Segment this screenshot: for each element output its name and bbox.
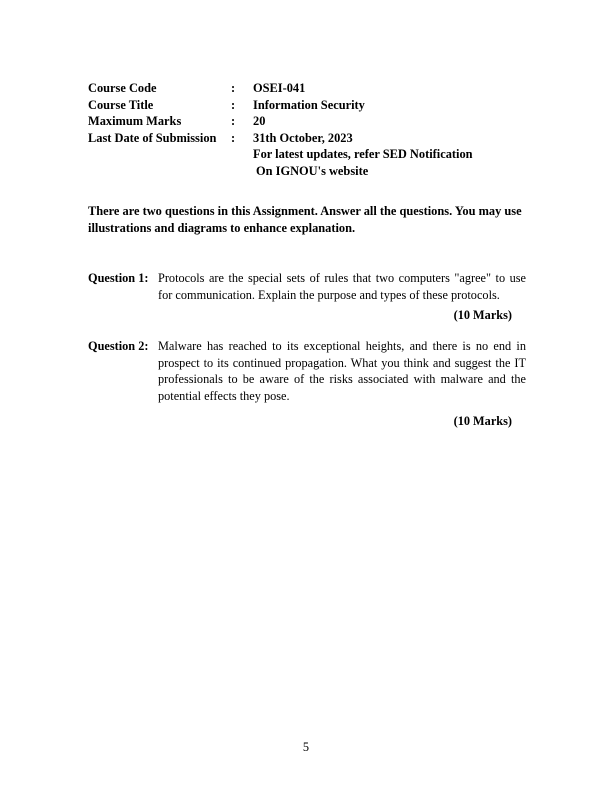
meta-row-maximum-marks — [88, 113, 528, 130]
meta-colon-course-title: : — [231, 97, 236, 112]
meta-colon-course-code: : — [231, 81, 236, 95]
meta-label-maximum-marks: Maximum Marks — [88, 114, 182, 128]
question-1-label: Question 1: — [88, 271, 149, 285]
meta-label-last-date: Last Date of Submission — [88, 130, 217, 145]
meta-value-course-title: Information Security — [253, 97, 365, 112]
meta-row-last-date — [88, 130, 528, 147]
question-1-marks: (10 Marks) — [453, 308, 512, 322]
question-2-marks: (10 Marks) — [453, 414, 512, 428]
page-number: 5 — [302, 740, 310, 754]
meta-colon-maximum-marks: : — [231, 114, 236, 128]
meta-value-maximum-marks: 20 — [253, 114, 266, 128]
meta-label-course-title: Course Title — [88, 97, 154, 112]
meta-value-last-date: 31th October, 2023 — [253, 130, 353, 145]
meta-note-line-2: On IGNOU's website — [256, 163, 369, 178]
meta-label-course-code: Course Code — [88, 81, 157, 95]
meta-row-course-title — [88, 97, 528, 114]
question-2-label: Question 2: — [88, 339, 149, 353]
meta-row-course-code — [88, 80, 528, 97]
course-meta-block — [88, 80, 528, 179]
question-2-text: Malware has reached to its exceptional heights, and there is no end in prospect to its continued propagation. What you think and suggest the IT professionals to be aware of the risks associated with malware and the potential effects they pose. — [158, 339, 526, 403]
question-item — [88, 270, 526, 324]
meta-note — [253, 146, 528, 179]
meta-colon-last-date: : — [231, 130, 236, 145]
meta-value-course-code: OSEI-041 — [253, 81, 306, 95]
meta-note-line-1: For latest updates, refer SED Notification — [253, 147, 473, 161]
question-item — [88, 338, 526, 430]
assignment-instructions: There are two questions in this Assignment. Answer all the questions. You may use illustrations and diagrams to enhance explanation. — [88, 204, 522, 235]
question-1-text: Protocols are the special sets of rules that two computers "agree" to use for communication. Explain the purpose and types of these protocols. — [158, 271, 526, 302]
